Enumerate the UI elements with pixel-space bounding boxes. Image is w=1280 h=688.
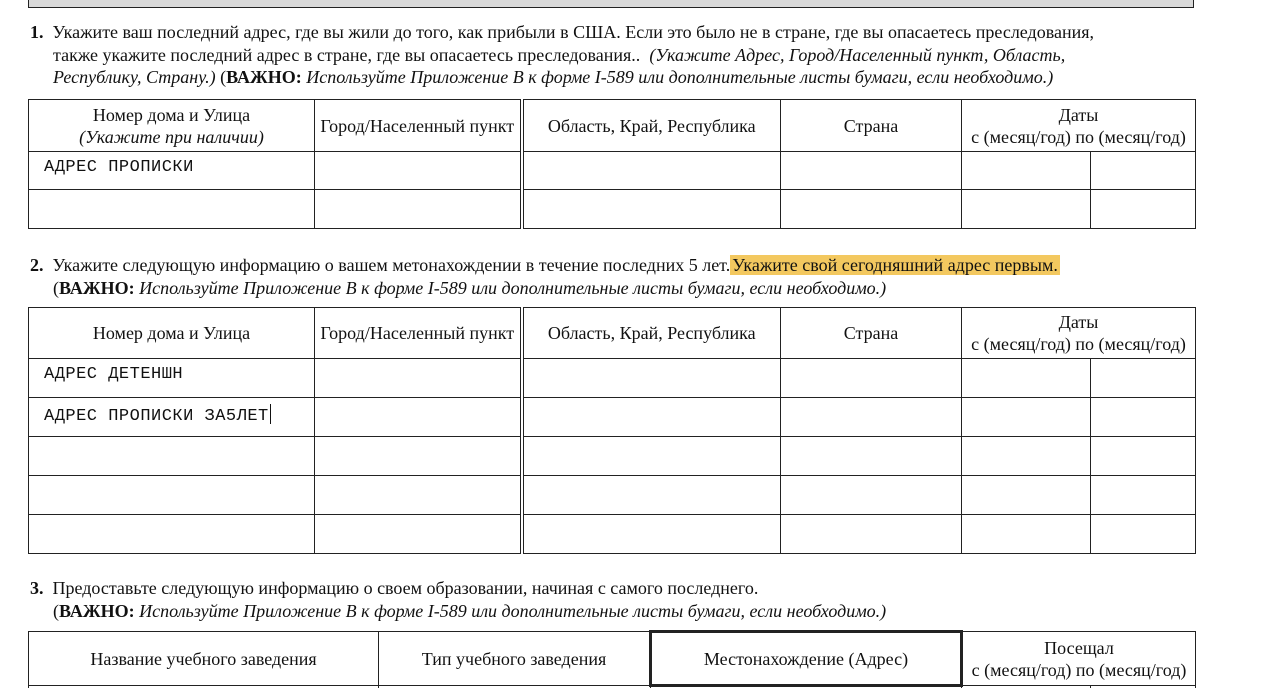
country-field[interactable] (781, 437, 962, 476)
important-note: Используйте Приложение B к форме I-589 или дополнительные листы бумаги, если необходимо.) (139, 600, 887, 621)
highlighted-instruction: Укажите свой сегодняшний адрес первым. (732, 255, 1058, 275)
paren: ( (53, 277, 59, 298)
city-field[interactable] (315, 152, 522, 190)
street-field[interactable] (29, 515, 315, 554)
country-field[interactable] (781, 515, 962, 554)
question-2-text (30, 254, 1060, 299)
header-city: Город/Населенный пункт (315, 308, 522, 359)
region-field[interactable] (522, 398, 781, 437)
date-to-field[interactable] (1091, 515, 1196, 554)
region-field[interactable] (522, 515, 781, 554)
header-country: Страна (781, 308, 962, 359)
header-attended: Посещал с (месяц/год) по (месяц/год) (962, 632, 1196, 686)
table-row (29, 359, 1196, 398)
date-to-field[interactable] (1091, 437, 1196, 476)
date-from-field[interactable] (962, 437, 1091, 476)
header-country: Страна (781, 100, 962, 152)
question-1-line3-italic: Республику, Страну.) (53, 67, 216, 87)
street-field[interactable] (29, 437, 315, 476)
question-3-text (30, 577, 886, 622)
question-number: 2. (30, 255, 44, 275)
question-1-line1: Укажите ваш последний адрес, где вы жили до того, как прибыли в США. Если это было не в стране, где вы опасаетесь преследования, (52, 22, 1095, 42)
city-field[interactable] (315, 476, 522, 515)
education-table (28, 630, 1196, 688)
table-row (29, 476, 1196, 515)
country-field[interactable] (781, 359, 962, 398)
question-1-line2-italic: (Укажите Адрес, Город/Населенный пункт, Область, (649, 44, 1066, 65)
date-from-field[interactable] (962, 398, 1091, 437)
residence-5-years-table (28, 307, 1196, 554)
header-dates: Даты с (месяц/год) по (месяц/год) (962, 100, 1196, 152)
city-field[interactable] (315, 515, 522, 554)
country-field[interactable] (781, 152, 962, 190)
date-from-field[interactable] (962, 152, 1091, 190)
region-field[interactable] (522, 476, 781, 515)
city-field[interactable] (315, 398, 522, 437)
last-address-table (28, 99, 1196, 229)
header-location: Местонахождение (Адрес) (651, 632, 962, 686)
date-from-field[interactable] (962, 190, 1091, 229)
street-field-text: АДРЕС ПРОПИСКИ ЗА5ЛЕТ (44, 407, 269, 426)
date-to-field[interactable] (1091, 359, 1196, 398)
table-row (29, 398, 1196, 437)
text-cursor (270, 404, 271, 424)
city-field[interactable] (315, 359, 522, 398)
date-from-field[interactable] (962, 515, 1091, 554)
table-row (29, 515, 1196, 554)
important-note: Используйте Приложение B к форме I-589 или дополнительные листы бумаги, если необходимо.) (139, 277, 887, 298)
table-row (29, 190, 1196, 229)
street-field-active[interactable] (29, 398, 315, 437)
region-field[interactable] (522, 190, 781, 229)
region-field[interactable] (522, 437, 781, 476)
table-row (29, 437, 1196, 476)
street-field[interactable]: АДРЕС ПРОПИСКИ (29, 152, 315, 190)
table-row (29, 152, 1196, 190)
date-to-field[interactable] (1091, 190, 1196, 229)
important-label: ВАЖНО: (59, 600, 135, 621)
header-dates: Даты с (месяц/год) по (месяц/год) (962, 308, 1196, 359)
date-to-field[interactable] (1091, 152, 1196, 190)
paren: ( (220, 67, 227, 87)
question-2-line1: Укажите следующую информацию о вашем метонахождении в течение последних 5 лет. (52, 255, 731, 275)
paren: ( (53, 600, 59, 621)
region-field[interactable] (522, 359, 781, 398)
date-to-field[interactable] (1091, 476, 1196, 515)
header-school-type: Тип учебного заведения (379, 632, 651, 686)
question-number: 1. (30, 22, 44, 42)
region-field[interactable] (522, 152, 781, 190)
header-region: Область, Край, Республика (522, 308, 781, 359)
country-field[interactable] (781, 398, 962, 437)
question-3-line1: Предоставьте следующую информацию о своем образовании, начиная с самого последнего. (52, 578, 759, 598)
street-field[interactable]: АДРЕС ДЕТЕНШН (29, 359, 315, 398)
question-number: 3. (30, 578, 44, 598)
city-field[interactable] (315, 190, 522, 229)
header-region: Область, Край, Республика (522, 100, 781, 152)
date-from-field[interactable] (962, 476, 1091, 515)
street-field[interactable] (29, 190, 315, 229)
header-street: Номер дома и Улица (Укажите при наличии) (29, 100, 315, 152)
date-to-field[interactable] (1091, 398, 1196, 437)
city-field[interactable] (315, 437, 522, 476)
header-city: Город/Населенный пункт (315, 100, 522, 152)
date-from-field[interactable] (962, 359, 1091, 398)
header-school-name: Название учебного заведения (29, 632, 379, 686)
country-field[interactable] (781, 476, 962, 515)
important-note: Используйте Приложение B к форме I-589 или дополнительные листы бумаги, если необходимо.) (306, 67, 1054, 87)
question-1-text (30, 21, 1094, 89)
header-street: Номер дома и Улица (29, 308, 315, 359)
important-label: ВАЖНО: (226, 67, 302, 87)
section-header-bar (28, 0, 1194, 8)
important-label: ВАЖНО: (59, 277, 135, 298)
question-1-line2: также укажите последний адрес в стране, где вы опасаетесь преследования.. (53, 44, 641, 65)
street-field[interactable] (29, 476, 315, 515)
country-field[interactable] (781, 190, 962, 229)
